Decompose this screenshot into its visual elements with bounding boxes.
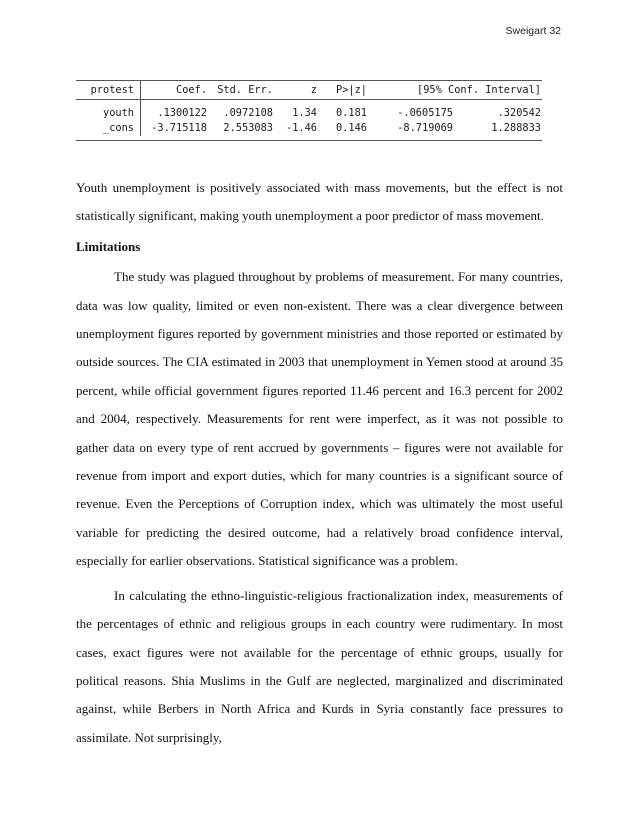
se-cell: .0972108 (223, 107, 273, 119)
document-body (76, 174, 563, 752)
row-label: _cons (103, 122, 134, 134)
table-row (76, 121, 542, 136)
running-head: Sweigart 32 (505, 25, 561, 37)
p-cell: 0.181 (336, 107, 367, 119)
intro-paragraph: Youth unemployment is positively associated with mass movements, but the effect is not statistically significant, making youth unemployment a poor predictor of mass movement. (76, 180, 563, 224)
ci-low-cell: -8.719069 (397, 122, 453, 134)
paragraph: In calculating the ethno-linguistic-religious fractionalization index, measurements of the percentages of ethnic and religious groups in each country were rudimentary. In most cases, exact figures were not available for the percentage of ethnic groups, usually for political reasons. Shia Muslims in the Gulf are neglected, marginalized and discriminated against, while Berbers in North Africa and Kurds in Syria constantly face pressures to assimilate. Not surprisingly, (76, 587, 563, 745)
regression-table (76, 80, 542, 141)
table-header-row (76, 81, 542, 99)
z-cell: -1.46 (286, 122, 317, 134)
row-label: youth (103, 107, 134, 119)
column-header: [95% Conf. Interval] (417, 84, 541, 96)
table-bottom-rule (76, 140, 542, 141)
z-cell: 1.34 (292, 107, 317, 119)
ci-high-cell: .320542 (497, 107, 541, 119)
section-heading: Limitations (76, 238, 141, 254)
column-header: protest (90, 84, 134, 96)
table-row (76, 106, 542, 121)
column-header: Std. Err. (217, 84, 273, 96)
column-header: z (310, 84, 317, 96)
p-cell: 0.146 (336, 122, 367, 134)
coef-cell: -3.715118 (151, 122, 207, 134)
paragraph: The study was plagued throughout by problems of measurement. For many countries, data was low quality, limited or even non-existent. There was a clear divergence between unemployment figures reported by government ministries and those reported or estimated by outside sources. The CIA estimated in 2003 that unemployment in Yemen stood at around 35 percent, while official government figures reported 11.46 percent and 16.3 percent for 2002 and 2004, respectively. Measurements for rent were imperfect, as it was not possible to gather data on every type of rent accrued by governments – figures were not available for revenue from import and export duties, which for many countries is a significant source of revenue. Even the Perceptions of Corruption index, which was ultimately the most useful variable for predicting the desired outcome, had a relatively broad confidence interval, especially for earlier observations. Statistical significance was a problem. (76, 269, 563, 569)
column-header: P>|z| (336, 84, 367, 96)
column-header: Coef. (176, 84, 207, 96)
ci-low-cell: -.0605175 (397, 107, 453, 119)
ci-high-cell: 1.288833 (491, 122, 541, 134)
se-cell: 2.553083 (223, 122, 273, 134)
coef-cell: .1300122 (157, 107, 207, 119)
